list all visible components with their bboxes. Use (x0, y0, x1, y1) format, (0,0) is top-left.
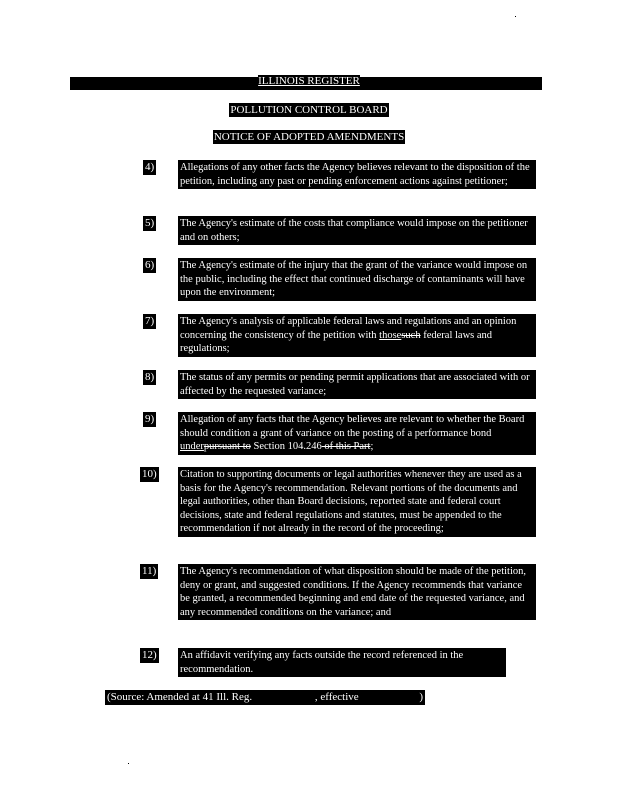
item-text: An affidavit verifying any facts outside the record referenced in the recommendation. (178, 648, 506, 677)
item-number: 9) (145, 413, 155, 425)
source-note: (Source: Amended at 41 Ill. Reg. , effective ) (107, 691, 424, 703)
deleted-text: of this Part (321, 441, 371, 452)
item-number: 10) (142, 468, 157, 480)
item-text: The Agency's estimate of the injury that the grant of the variance would impose on the public, including the effect that continued discharge of contaminants will have upon the environment; (178, 258, 536, 301)
deleted-text: pursuant to (203, 441, 251, 452)
item-number: 11) (142, 565, 157, 577)
deleted-text: such (401, 329, 421, 341)
item-number: 7) (145, 315, 155, 327)
item-number: 5) (145, 217, 155, 229)
item-text: The Agency's estimate of the costs that compliance would impose on the petitioner and on others; (178, 216, 536, 245)
blank-field (255, 691, 315, 704)
item-number: 4) (145, 161, 155, 173)
item-text: Allegation of any facts that the Agency believes are relevant to whether the Board should condition a grant of variance on the posting of a performance bond underpursuant to Section 104.246 of this Part; (178, 412, 536, 455)
item-text: The Agency's recommendation of what disposition should be made of the petition, deny or grant, and suggested conditions. If the Agency recommends that variance be granted, a recommended beginning and end date of the requested variance, and any recommended conditions on the variance; and (178, 564, 536, 620)
item-number: 8) (145, 371, 155, 383)
item-text: Citation to supporting documents or legal authorities whenever they are used as a basis for the Agency's recommendation. Relevant portions of the documents and legal authorities, other than Board decisions, reported state and federal court decisions, state and federal regulations and statutes, must be appended to the recommendation if not already in the record of the proceeding; (178, 467, 536, 537)
notice-title: NOTICE OF ADOPTED AMENDMENTS (213, 131, 405, 143)
scan-speck (515, 16, 516, 17)
register-title: ILLINOIS REGISTER (258, 75, 360, 87)
blank-field (361, 691, 419, 704)
board-title: POLLUTION CONTROL BOARD (230, 104, 388, 116)
item-text: Allegations of any other facts the Agency believes relevant to the disposition of the petition, including any past or pending enforcement actions against petitioner; (178, 160, 536, 189)
item-text: The status of any permits or pending permit applications that are associated with or affected by the requested variance; (178, 370, 536, 399)
item-number: 6) (145, 259, 155, 271)
scan-speck (128, 763, 129, 764)
inserted-text: those (379, 329, 402, 341)
item-number: 12) (142, 649, 157, 661)
item-text: The Agency's analysis of applicable federal laws and regulations and an opinion concerning the consistency of the petition with thosesuch federal laws and regulations; (178, 314, 536, 357)
inserted-text: under (180, 441, 204, 452)
